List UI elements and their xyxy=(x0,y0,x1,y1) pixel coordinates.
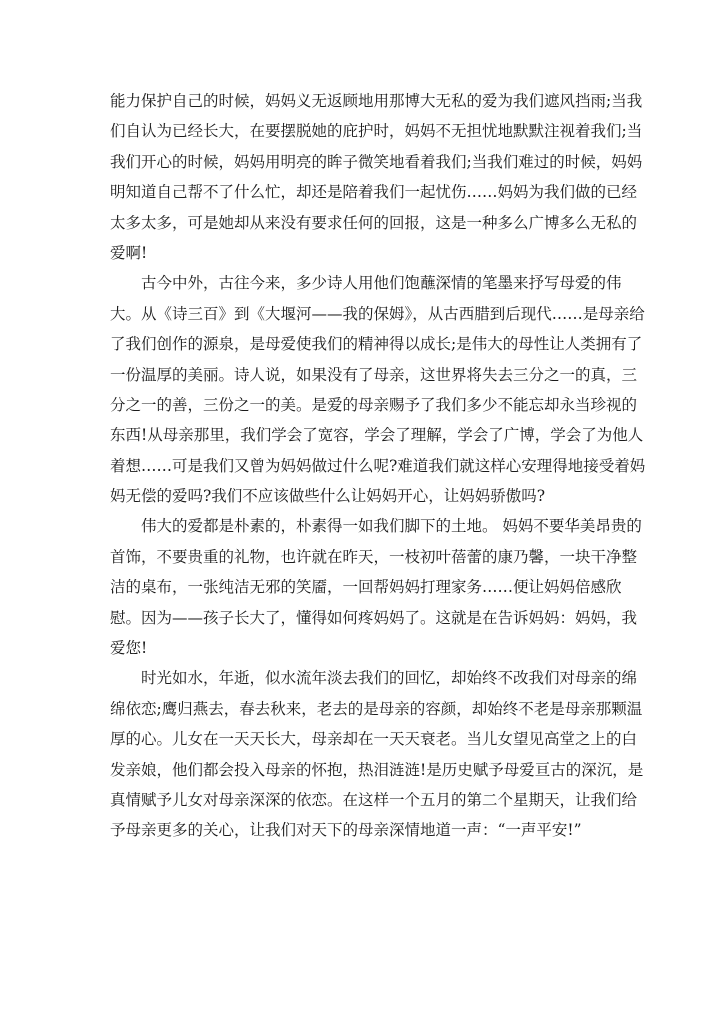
text-line: 我们开心的时候，妈妈用明亮的眸子微笑地看着我们;当我们难过的时候，妈妈 xyxy=(110,152,643,171)
paragraph-2 xyxy=(110,268,646,511)
text-line: 大。从《诗三百》到《大堰河——我的保姆》，从古西腊到后现代……是母亲给 xyxy=(110,304,645,323)
text-line: 洁的桌布，一张纯洁无邪的笑靥，一回帮妈妈打理家务……便让妈妈倍感欣 xyxy=(110,578,622,597)
text-line: 分之一的善，三份之一的美。是爱的母亲赐予了我们多少不能忘却永当珍视的 xyxy=(110,395,638,414)
text-line: 妈无偿的爱吗?我们不应该做些什么让妈妈开心，让妈妈骄傲吗? xyxy=(110,487,546,506)
text-line: 能力保护自己的时候，妈妈义无返顾地用那博大无私的爱为我们遮风挡雨;当我 xyxy=(110,92,643,110)
text-line: 太多太多，可是她却从来没有要求任何的回报，这是一种多么广博多么无私的 xyxy=(110,213,638,232)
text-line: 了我们创作的源泉，是母爱使我们的精神得以成长;是伟大的母性让人类拥有了 xyxy=(110,335,643,354)
text-line: 一份温厚的美丽。诗人说，如果没有了母亲，这世界将失去三分之一的真，三 xyxy=(110,365,638,384)
text-line: 明知道自己帮不了什么忙，却还是陪着我们一起忧伤……妈妈为我们做的已经 xyxy=(110,183,638,202)
text-line: 爱啊! xyxy=(110,243,148,262)
text-line: 们自认为已经长大，在要摆脱她的庇护时，妈妈不无担忧地默默注视着我们;当 xyxy=(110,122,643,141)
text-line: 厚的心。儿女在一天天长大，母亲却在一天天衰老。当儿女望见高堂之上的白 xyxy=(110,730,638,749)
text-line: 发亲娘，他们都会投入母亲的怀抱，热泪涟涟!是历史赋予母爱亘古的深沉，是 xyxy=(110,760,644,779)
text-line: 东西!从母亲那里，我们学会了宽容，学会了理解，学会了广博，学会了为他人 xyxy=(110,426,644,445)
text-line: 古今中外，古往今来，多少诗人用他们饱蘸深情的笔墨来抒写母爱的伟 xyxy=(141,274,622,293)
text-line: 爱您! xyxy=(110,639,148,658)
document-page xyxy=(110,86,646,846)
text-line: 绵依恋;鹰归燕去，春去秋来，老去的是母亲的容颜，却始终不老是母亲那颗温 xyxy=(110,699,643,718)
paragraph-4 xyxy=(110,663,644,845)
text-line: 时光如水，年逝，似水流年淡去我们的回忆，却始终不改我们对母亲的绵 xyxy=(141,669,638,688)
text-line: 慰。因为——孩子长大了，懂得如何疼妈妈了。这就是在告诉妈妈：妈妈，我 xyxy=(110,608,638,627)
text-line: 着想……可是我们又曾为妈妈做过什么呢?难道我们就这样心安理得地接受着妈 xyxy=(110,456,646,475)
text-line: 伟大的爱都是朴素的，朴素得一如我们脚下的土地。 妈妈不要华美昂贵的 xyxy=(141,517,642,536)
paragraph-1 xyxy=(110,86,643,268)
text-line: 首饰，不要贵重的礼物，也许就在昨天，一枝初叶蓓蕾的康乃馨，一块干净整 xyxy=(110,547,638,566)
text-line: 予母亲更多的关心，让我们对天下的母亲深情地道一声：“一声平安!” xyxy=(110,821,582,840)
paragraph-3 xyxy=(110,511,642,663)
text-line: 真情赋予儿女对母亲深深的依恋。在这样一个五月的第二个星期天，让我们给 xyxy=(110,790,638,809)
